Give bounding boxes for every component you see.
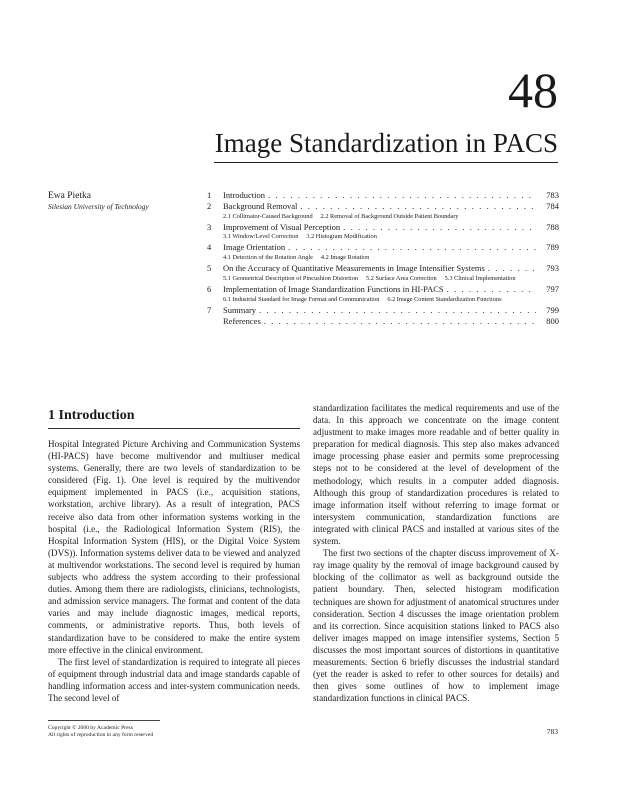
toc-entry[interactable] xyxy=(207,316,559,327)
footnote-rule xyxy=(48,720,160,721)
copyright-line: All rights of reproduction in any form reserved xyxy=(48,732,154,738)
toc-entry-number: 6 xyxy=(207,283,212,294)
toc-entry-page: 800 xyxy=(546,315,559,326)
toc-entry-page: 784 xyxy=(546,200,559,211)
toc-subentry[interactable]: 3.1 Window/Level Correction xyxy=(223,233,299,241)
page-number: 783 xyxy=(546,727,558,736)
toc-entry[interactable] xyxy=(207,242,559,263)
toc-entry-title: References xyxy=(223,315,261,326)
toc-entry[interactable] xyxy=(207,263,559,284)
toc-entry-title: Background Removal xyxy=(223,200,298,211)
paragraph: The first two sections of the chapter discuss improvement of X-ray image quality by the removal of image background caused by blocking of the collimator as well as background outside the patient boundary. Then, selected histogram modification techniques are shown for adjustment of anatomical structures under consideration. Section 4 discusses the image orientation problem and its correction. Since acquisition stations linked to PACS also deliver images mapped on image intensifier systems, Section 5 discusses the most important sources of distortions in quantitative measurements. Section 6 briefly discusses the industrial standard (yet the reader is asked to refer to other sources for details) and then gives some outlines of how to implement image standardization functions in clinical PACS. xyxy=(313,548,559,704)
copyright-line: Copyright © 2000 by Academic Press xyxy=(48,725,133,731)
chapter-title: Image Standardization in PACS xyxy=(214,128,558,158)
toc-subentry[interactable]: 5.2 Surface Area Correction xyxy=(366,274,437,282)
toc-entry[interactable] xyxy=(207,284,559,305)
toc-entry-title: Image Orientation xyxy=(223,242,286,253)
chapter-number: 48 xyxy=(508,62,558,118)
toc-entry-number: 1 xyxy=(207,190,212,200)
toc-leader-dots xyxy=(343,222,536,233)
toc-subentry[interactable]: 6.2 Image Content Standardization Functions xyxy=(387,295,502,303)
toc-entry-number: 3 xyxy=(207,221,212,232)
toc-entry-title: On the Accuracy of Quantitative Measurements in Image Intensifier Systems xyxy=(223,263,485,274)
toc-subentry[interactable]: 5.3 Clinical Implementation xyxy=(444,274,516,282)
toc-subentry[interactable]: 6.1 Industrial Standard for Image Format and Communication xyxy=(223,295,380,303)
toc-entry-page: 783 xyxy=(546,190,559,200)
author-affiliation: Silesian University of Technology xyxy=(48,202,149,211)
toc-subentry[interactable]: 3.2 Histogram Modification xyxy=(306,233,377,241)
toc-entry-number: 7 xyxy=(207,304,212,315)
toc-entry-page: 797 xyxy=(546,283,559,294)
toc-subentry[interactable]: 5.1 Geometrical Description of Pincushion Distortion xyxy=(223,274,359,282)
left-column xyxy=(48,408,300,704)
toc-subentry[interactable]: 2.2 Removal of Background Outside Patient Boundary xyxy=(320,212,459,220)
toc-leader-dots xyxy=(447,284,536,295)
author-block xyxy=(48,190,198,212)
toc-entry-title: Introduction xyxy=(223,190,266,200)
toc-entry[interactable] xyxy=(207,305,559,316)
title-rule xyxy=(214,162,558,163)
toc-entry[interactable] xyxy=(207,201,559,222)
table-of-contents xyxy=(207,190,559,326)
toc-subentry[interactable]: 2.1 Collimator-Caused Background xyxy=(223,212,313,220)
toc-entry-title: Improvement of Visual Perception xyxy=(223,221,341,232)
toc-subentry[interactable]: 4.2 Image Rotation xyxy=(320,254,370,262)
toc-entry[interactable] xyxy=(207,222,559,243)
copyright-notice xyxy=(48,725,153,739)
toc-entry[interactable] xyxy=(207,190,559,201)
toc-entry-number: 2 xyxy=(207,200,212,211)
paragraph: Hospital Integrated Picture Archiving and Communication Systems (HI-PACS) have become multivendor and multiuser medical systems. Generally, there are two levels of standardization to be considered (Fig. 1). One level is required by the multivendor equipment implemented in PACS (i.e., acquisition stations, workstation, archive library). As a result of integration, PACS receive also data from other information systems working in the hospital (i.e., the Radiological Information System (RIS), the Hospital Information System (HIS), or the Digital Voice System (DVS)). Information systems deliver data to be viewed and analyzed at multivendor workstations. The second level is required by human subjects who address the system according to their professional duties. Among them there are radiologists, clinicians, technologists, and admission service managers. The format and content of the data varies and may include diagnostic images, medical reports, comments, or administrative reports. Thus, both levels of standardization have to be considered to make the entire system more effective in the clinical environment. xyxy=(48,439,300,655)
toc-entry-number: 5 xyxy=(207,263,212,274)
toc-entry-title: Implementation of Image Standardization Functions in HI-PACS xyxy=(223,283,444,294)
paragraph: standardization facilitates the medical requirements and use of the data. In this approach we concentrate on the image content adjustment to make images more readable and of better quality in preparation for medical diagnosis. This step also makes advanced image processing phase easier and permits some preprocessing steps not to be considered at the level of development of the methodology, which results in a computer added diagnosis. Although this group of standardization procedures is related to image information itself without referring to image format or intersystem communication, standardization functions are integrated with clinical PACS and installed at various sites of the system. xyxy=(313,403,559,547)
toc-subentry[interactable]: 4.1 Detection of the Rotation Angle xyxy=(223,254,313,262)
paragraph: The first level of standardization is required to integrate all pieces of equipment through industrial data and image standards capable of handling information access and inter-system communication needs. The second level of xyxy=(48,656,300,703)
toc-leader-dots xyxy=(288,242,536,253)
toc-leader-dots xyxy=(264,316,536,327)
toc-entry-page: 788 xyxy=(546,221,559,232)
toc-entry-title: Summary xyxy=(223,304,257,315)
toc-leader-dots xyxy=(488,263,536,274)
right-column xyxy=(313,402,559,704)
toc-leader-dots xyxy=(268,190,536,201)
toc-entry-page: 793 xyxy=(546,263,559,274)
toc-entry-page: 789 xyxy=(546,242,559,253)
toc-entry-page: 799 xyxy=(546,304,559,315)
toc-leader-dots xyxy=(300,201,536,212)
toc-leader-dots xyxy=(259,305,536,316)
section-heading: 1 Introduction xyxy=(48,408,300,429)
author-name: Ewa Pietka xyxy=(48,191,92,201)
toc-entry-number: 4 xyxy=(207,242,212,253)
